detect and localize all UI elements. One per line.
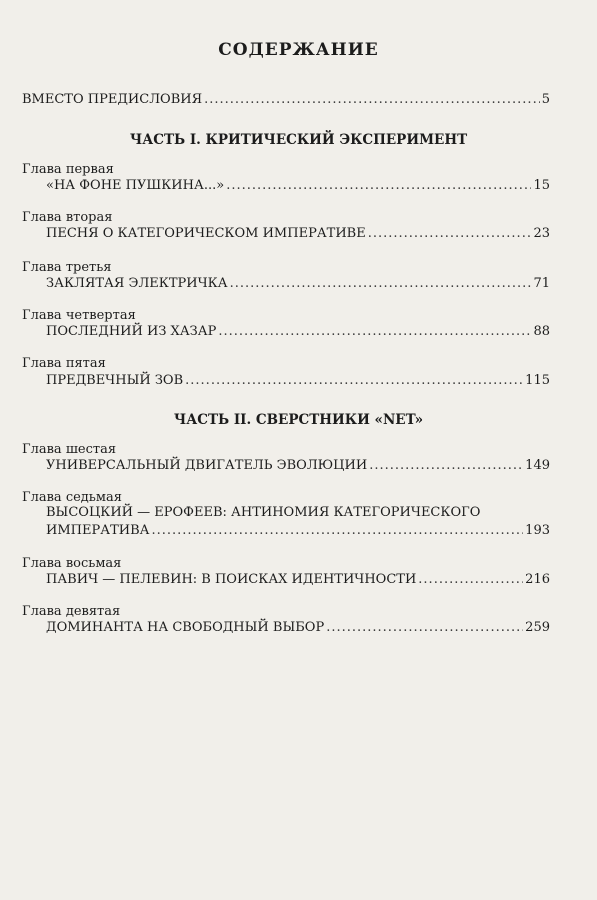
leader-dots xyxy=(185,373,523,388)
entry-title: ДОМИНАНТА НА СВОБОДНЫЙ ВЫБОР xyxy=(46,620,325,635)
toc-entry[interactable] xyxy=(46,178,550,193)
entry-page: 23 xyxy=(533,226,550,241)
chapter-label: Глава восьмая xyxy=(22,556,122,571)
leader-dots xyxy=(326,620,523,635)
entry-page: 115 xyxy=(525,373,550,388)
toc-entry[interactable] xyxy=(46,324,550,339)
entry-page: 88 xyxy=(533,324,550,339)
entry-page: 216 xyxy=(525,572,550,587)
entry-title: ПОСЛЕДНИЙ ИЗ ХАЗАР xyxy=(46,324,217,339)
toc-entry-preface[interactable] xyxy=(22,92,550,107)
chapter-label: Глава четвертая xyxy=(22,308,136,323)
chapter-label: Глава девятая xyxy=(22,604,121,619)
part-heading: ЧАСТЬ II. СВЕРСТНИКИ «NET» xyxy=(173,412,424,428)
entry-title: ВМЕСТО ПРЕДИСЛОВИЯ xyxy=(22,92,203,107)
entry-title: «НА ФОНЕ ПУШКИНА...» xyxy=(46,178,225,193)
entry-title-line-2: ИМПЕРАТИВА xyxy=(46,523,150,538)
leader-dots xyxy=(204,92,540,107)
chapter-label: Глава седьмая xyxy=(22,490,122,505)
entry-title-line-1: ВЫСОЦКИЙ — ЕРОФЕЕВ: АНТИНОМИЯ КАТЕГОРИЧЕСКОГО xyxy=(46,505,481,520)
entry-title: ПАВИЧ — ПЕЛЕВИН: В ПОИСКАХ ИДЕНТИЧНОСТИ xyxy=(46,572,417,587)
entry-page: 193 xyxy=(525,523,550,538)
toc-entry[interactable] xyxy=(46,458,550,473)
chapter-label: Глава третья xyxy=(22,260,112,275)
toc-entry[interactable] xyxy=(46,373,550,388)
entry-page: 71 xyxy=(533,276,550,291)
part-heading: ЧАСТЬ I. КРИТИЧЕСКИЙ ЭКСПЕРИМЕНТ xyxy=(129,132,468,148)
leader-dots xyxy=(218,324,531,339)
leader-dots xyxy=(418,572,523,587)
leader-dots xyxy=(230,276,532,291)
toc-entry[interactable] xyxy=(46,276,550,291)
chapter-label: Глава первая xyxy=(22,162,114,177)
entry-page: 259 xyxy=(525,620,550,635)
toc-entry[interactable] xyxy=(46,620,550,635)
entry-title: ПЕСНЯ О КАТЕГОРИЧЕСКОМ ИМПЕРАТИВЕ xyxy=(46,226,366,241)
entry-title: ЗАКЛЯТАЯ ЭЛЕКТРИЧКА xyxy=(46,276,228,291)
chapter-label: Глава вторая xyxy=(22,210,113,225)
toc-entry[interactable] xyxy=(46,226,550,241)
leader-dots xyxy=(226,178,531,193)
entry-title: ПРЕДВЕЧНЫЙ ЗОВ xyxy=(46,373,184,388)
chapter-label: Глава шестая xyxy=(22,442,117,457)
toc-entry[interactable] xyxy=(46,523,550,538)
chapter-label: Глава пятая xyxy=(22,356,106,371)
entry-title: УНИВЕРСАЛЬНЫЙ ДВИГАТЕЛЬ ЭВОЛЮЦИИ xyxy=(46,458,368,473)
page-title: СОДЕРЖАНИЕ xyxy=(218,40,379,60)
entry-page: 149 xyxy=(525,458,550,473)
entry-page: 15 xyxy=(533,178,550,193)
toc-entry[interactable] xyxy=(46,572,550,587)
leader-dots xyxy=(151,523,523,538)
entry-page: 5 xyxy=(541,92,550,107)
leader-dots xyxy=(369,458,523,473)
leader-dots xyxy=(368,226,532,241)
